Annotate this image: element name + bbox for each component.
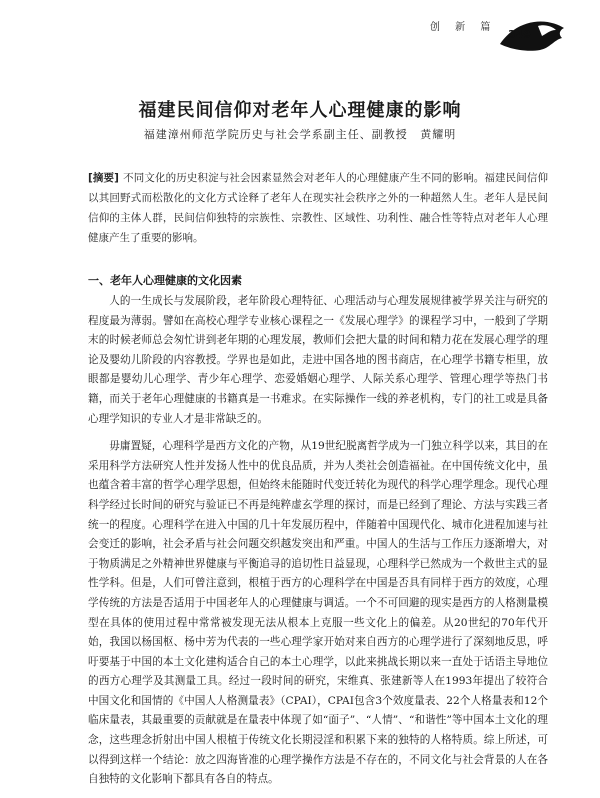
abstract-label: [摘要] [88,172,119,184]
paragraph: 毋庸置疑，心理科学是西方文化的产物，从19世纪脱离哲学成为一门独立科学以来，其目的在采用科学方法研究人性并发扬人性中的优良品质，并为人类社会创造福祉。在中国传统文化中，虽也蕴含着丰富的哲学心理学思想，但始终未能随时代变迁转化为现代的科学心理学理念。现代心理科学经过长时间的研究与验证已不再是纯粹虚玄学理的探讨，而是已经到了理论、方法与实践三者统一的程度。心理科学在进入中国的几十年发展历程中，伴随着中国现代化、城市化进程加速与社会变迁的影响，社会矛盾与社会问题交织越发突出和严重。中国人的生活与工作压力逐渐增大，对于物质满足之外精神世界健康与平衡追寻的追切性日益显现，心理科学已然成为一个救世主式的显性学科。但是，人们可曾注意到，根植于西方的心理科学在中国是否具有同样于西方的效度，心理学传统的方法是否适用于中国老年人的心理健康与调适。一个不可回避的现实是西方的人格测量模型在具体的使用过程中常常被发现无法从根本上克服一些文化上的偏差。从20世纪的70年代开始，我国以杨国枢、杨中芳为代表的一些心理学家开始对来自西方的心理学进行了深刻地反思，呼吁要基于中国的本土文化建构适合自己的本土心理学，以此来挑战长期以来一直处于话语主导地位的西方心理学及其测量工具。经过一段时间的研究，宋维真、张建新等人在1993年提出了较符合中国文化和国情的《中国人人格测量表》（CPAI），CPAI包含3个效度量表、22个人格量表和12个临床量表，其最重要的贡献就是在量表中体现了如“面子”、“人情”、“和谐性”等中国本土文化的理念，这些理念折射出中国人根植于传统文化长期浸淫和积累下来的独特的人格特质。综上所述，可以得到这样一个结论：放之四海皆准的心理学操作方法是不存在的，不同文化与社会背景的人在各自独特的文化影响下都具有各自的特点。 [88,440,548,786]
abstract-text: 不同文化的历史积淀与社会因素显然会对老年人的心理健康产生不同的影响。福建民间信仰以其回野式而松散化的文化方式诠释了老年人在现实社会秩序之外的一种超然人生。老年人是民间信仰的主体人群，民间信仰独特的宗族性、宗教性、区域性、功利性、融合性等特点对老年人心理健康产生了重要的影响。 [88,172,548,244]
author-byline [0,126,600,142]
author-name: 黄耀明 [420,128,457,141]
paragraph: 人的一生成长与发展阶段，老年阶段心理特征、心理活动与心理发展规律被学界关注与研究的程度最为薄弱。譬如在高校心理学专业核心课程之一《发展心理学》的课程学习中，一般到了学期末的时候老师总会匆忙讲到老年期的心理发展，教师们会把大量的时间和精力花在发展心理学的理论及婴幼儿阶段的内容教授。学界也是如此，走进中国各地的图书商店，在心理学书籍专柜里，放眼都是婴幼儿心理学、青少年心理学、恋爱婚姻心理学、人际关系心理学、管理心理学等热门书籍，而关于老年心理健康的书籍真是一书难求。在实际操作一线的养老机构，专门的社工或是具备心理学知识的专业人才是非常缺乏的。 [88,295,548,425]
author-affiliation: 福建漳州师范学院历史与社会学系副主任、副教授 [143,128,408,141]
section-label: 创 新 篇 [430,22,497,33]
page-number: 349 [508,28,531,41]
body-text [88,292,548,798]
abstract [88,168,548,248]
article-title: 福建民间信仰对老年人心理健康的影响 [138,100,462,121]
section-heading: 一、老年人心理健康的文化因素 [88,274,242,287]
